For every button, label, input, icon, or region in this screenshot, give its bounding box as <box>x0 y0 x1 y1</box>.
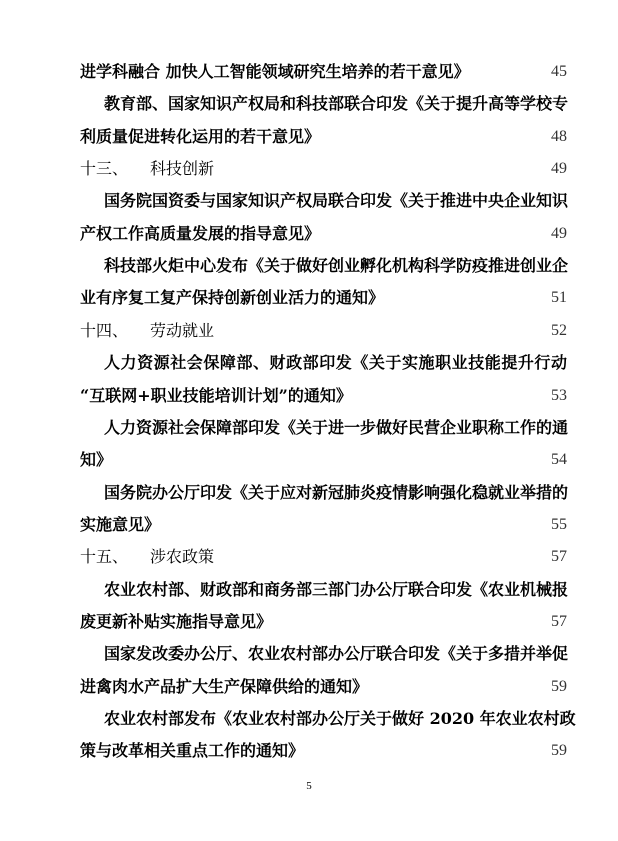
toc-page-number: 59 <box>551 742 567 760</box>
section-title: 科技创新 <box>150 159 215 179</box>
toc-entry-text: 进学科融合 加快人工智能领域研究生培养的若干意见》 <box>80 62 470 81</box>
toc-entry-line <box>0 121 618 153</box>
toc-entry-line <box>0 638 618 670</box>
toc-entry-line <box>0 574 618 606</box>
toc-entry-text: 产权工作高质量发展的指导意见》 <box>80 223 321 243</box>
toc-section-heading <box>0 315 618 347</box>
toc-section-heading <box>0 153 618 185</box>
page-number: 5 <box>306 780 312 792</box>
toc-entry-line <box>0 347 618 379</box>
section-number: 十五、 <box>80 547 129 567</box>
toc-entry-text: 国务院国资委与国家知识产权局联合印发《关于推进中央企业知识 <box>104 191 569 211</box>
toc-entry-line <box>0 185 618 217</box>
toc-entry-text: 农业农村部发布《农业农村部办公厅关于做好 2020 年农业农村政 <box>104 709 576 728</box>
toc-entry-line <box>0 88 618 120</box>
toc-entry-line <box>0 606 618 638</box>
toc-entry-text: 策与改革相关重点工作的通知》 <box>80 741 305 761</box>
toc-entry-text: “互联网+职业技能培训计划”的通知》 <box>80 385 352 405</box>
toc-entry-text: 实施意见》 <box>80 514 161 534</box>
section-title: 涉农政策 <box>150 547 215 567</box>
toc-entry-text: 教育部、国家知识产权局和科技部联合印发《关于提升高等学校专 <box>104 94 569 114</box>
toc-page-number: 45 <box>551 63 567 80</box>
toc-page-number: 49 <box>551 160 567 178</box>
toc-entry-text: 国家发改委办公厅、农业农村部办公厅联合印发《关于多措并举促 <box>104 644 569 664</box>
toc-entry-text: 农业农村部、财政部和商务部三部门办公厅联合印发《农业机械报 <box>104 579 569 599</box>
toc-entry-line <box>0 703 618 735</box>
toc-page-number: 57 <box>551 612 567 630</box>
toc-entry-text: 废更新补贴实施指导意见》 <box>80 611 273 631</box>
toc-page-number: 49 <box>551 224 567 242</box>
toc-page-number: 52 <box>551 321 567 339</box>
toc-entry-text: 进禽肉水产品扩大生产保障供给的通知》 <box>80 676 369 696</box>
toc-entry-line <box>0 380 618 412</box>
toc-entry-text: 人力资源社会保障部、财政部印发《关于实施职业技能提升行动 <box>104 353 568 373</box>
toc-entry-text: 国务院办公厅印发《关于应对新冠肺炎疫情影响强化稳就业举措的 <box>104 482 569 502</box>
toc-section-heading <box>0 541 618 573</box>
toc-entry-line <box>0 735 618 767</box>
toc-entry-line <box>0 282 618 314</box>
section-title: 劳动就业 <box>150 320 215 340</box>
toc-entry-text: 人力资源社会保障部印发《关于进一步做好民营企业职称工作的通 <box>104 417 569 437</box>
toc-page-number: 48 <box>551 127 567 145</box>
toc-entry-line <box>0 477 618 509</box>
toc-entry-line <box>0 444 618 476</box>
toc-entry-line <box>0 250 618 282</box>
toc-page-number: 51 <box>551 289 567 307</box>
toc-entry-text: 科技部火炬中心发布《关于做好创业孵化机构科学防疫推进创业企 <box>104 256 569 276</box>
section-number: 十四、 <box>80 320 129 340</box>
toc-entry-line <box>0 218 618 250</box>
section-number: 十三、 <box>80 159 129 179</box>
toc-entry-line <box>0 671 618 703</box>
toc-page-number: 53 <box>551 386 567 404</box>
toc-page-number: 54 <box>551 451 567 469</box>
toc-entry-text: 知》 <box>80 450 113 470</box>
toc-page-number: 55 <box>551 515 567 533</box>
toc-entry-text: 利质量促进转化运用的若干意见》 <box>80 126 321 146</box>
toc-entry-line <box>0 56 618 88</box>
toc-entry-line <box>0 509 618 541</box>
toc-page-number: 59 <box>551 677 567 695</box>
toc-entry-line <box>0 412 618 444</box>
toc-page-number: 57 <box>551 548 567 566</box>
toc-entry-text: 业有序复工复产保持创新创业活力的通知》 <box>80 288 385 308</box>
